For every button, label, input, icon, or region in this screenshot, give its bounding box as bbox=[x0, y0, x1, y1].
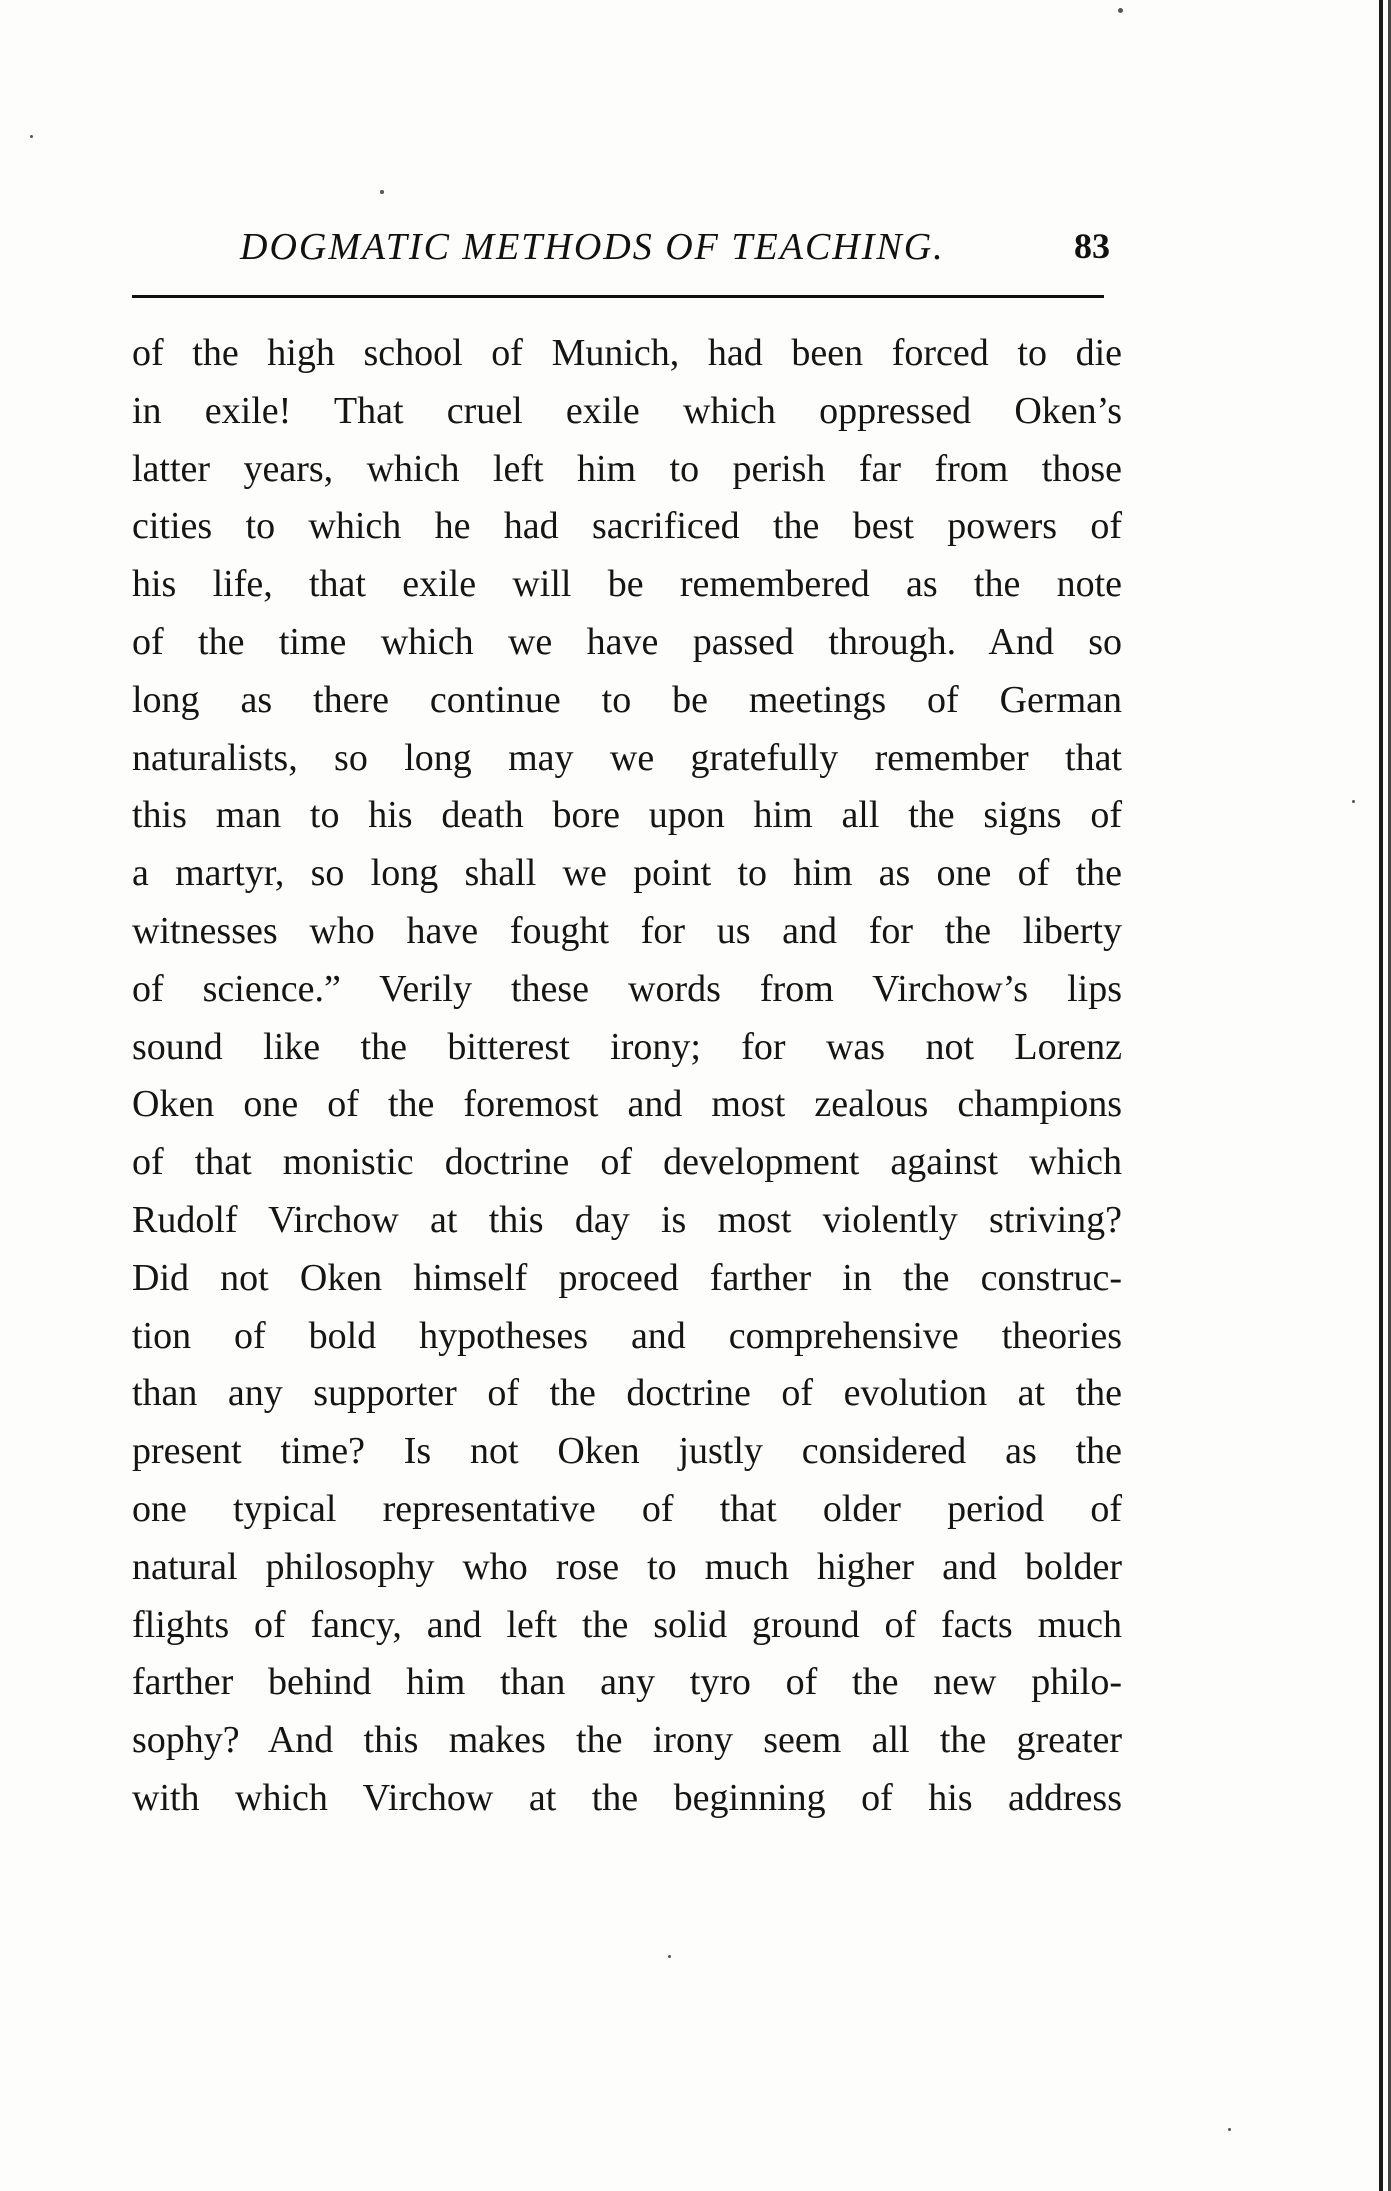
text-line: Did not Oken himself proceed farther in the construc- bbox=[132, 1256, 1122, 1299]
text-line: one typical representative of that older period of bbox=[132, 1487, 1122, 1530]
text-line: witnesses who have fought for us and for the liberty bbox=[132, 909, 1122, 952]
scan-speck bbox=[30, 135, 33, 138]
text-line: farther behind him than any tyro of the new philo- bbox=[132, 1661, 1122, 1704]
text-line: his life, that exile will be remembered as the note bbox=[132, 563, 1122, 606]
text-line: of the high school of Munich, had been forced to die bbox=[132, 332, 1122, 374]
scan-speck bbox=[1118, 8, 1123, 13]
text-line: long as there continue to be meetings of German bbox=[132, 678, 1122, 721]
header-rule bbox=[132, 295, 1104, 298]
text-line: sound like the bitterest irony; for was not Lorenz bbox=[132, 1025, 1122, 1068]
scan-speck bbox=[1228, 2128, 1231, 2131]
page-number: 83 bbox=[1074, 226, 1110, 266]
text-line: this man to his death bore upon him all the signs of bbox=[132, 794, 1122, 837]
text-line: of the time which we have passed through. And so bbox=[132, 620, 1122, 663]
text-line: tion of bold hypotheses and comprehensive theories bbox=[132, 1314, 1122, 1357]
text-line: Oken one of the foremost and most zealous champions bbox=[132, 1083, 1122, 1126]
text-line: natural philosophy who rose to much higher and bolder bbox=[132, 1545, 1122, 1588]
text-line: present time? Is not Oken justly considered as the bbox=[132, 1430, 1122, 1473]
text-line: latter years, which left him to perish far from those bbox=[132, 447, 1122, 490]
page-header bbox=[240, 225, 1110, 275]
scan-speck bbox=[380, 190, 384, 194]
text-line: of science.” Verily these words from Virchow’s lips bbox=[132, 967, 1122, 1010]
text-line: in exile! That cruel exile which oppressed Oken’s bbox=[132, 389, 1122, 432]
text-line: cities to which he had sacrificed the best powers of bbox=[132, 505, 1122, 548]
text-line: with which Virchow at the beginning of his address bbox=[132, 1776, 1122, 1819]
body-text bbox=[132, 325, 1122, 1828]
text-line: of that monistic doctrine of development against which bbox=[132, 1141, 1122, 1184]
running-title: DOGMATIC METHODS OF TEACHING. bbox=[240, 226, 945, 268]
text-line: a martyr, so long shall we point to him as one of the bbox=[132, 852, 1122, 895]
text-line: than any supporter of the doctrine of evolution at the bbox=[132, 1372, 1122, 1415]
text-line: naturalists, so long may we gratefully remember that bbox=[132, 736, 1122, 779]
text-line: sophy? And this makes the irony seem all the greater bbox=[132, 1719, 1122, 1762]
scan-speck bbox=[1352, 800, 1355, 803]
text-line: flights of fancy, and left the solid ground of facts much bbox=[132, 1603, 1122, 1646]
text-line: Rudolf Virchow at this day is most violently striving? bbox=[132, 1198, 1122, 1241]
scan-speck bbox=[668, 1955, 671, 1958]
page-edge-shadow bbox=[1379, 0, 1383, 2191]
